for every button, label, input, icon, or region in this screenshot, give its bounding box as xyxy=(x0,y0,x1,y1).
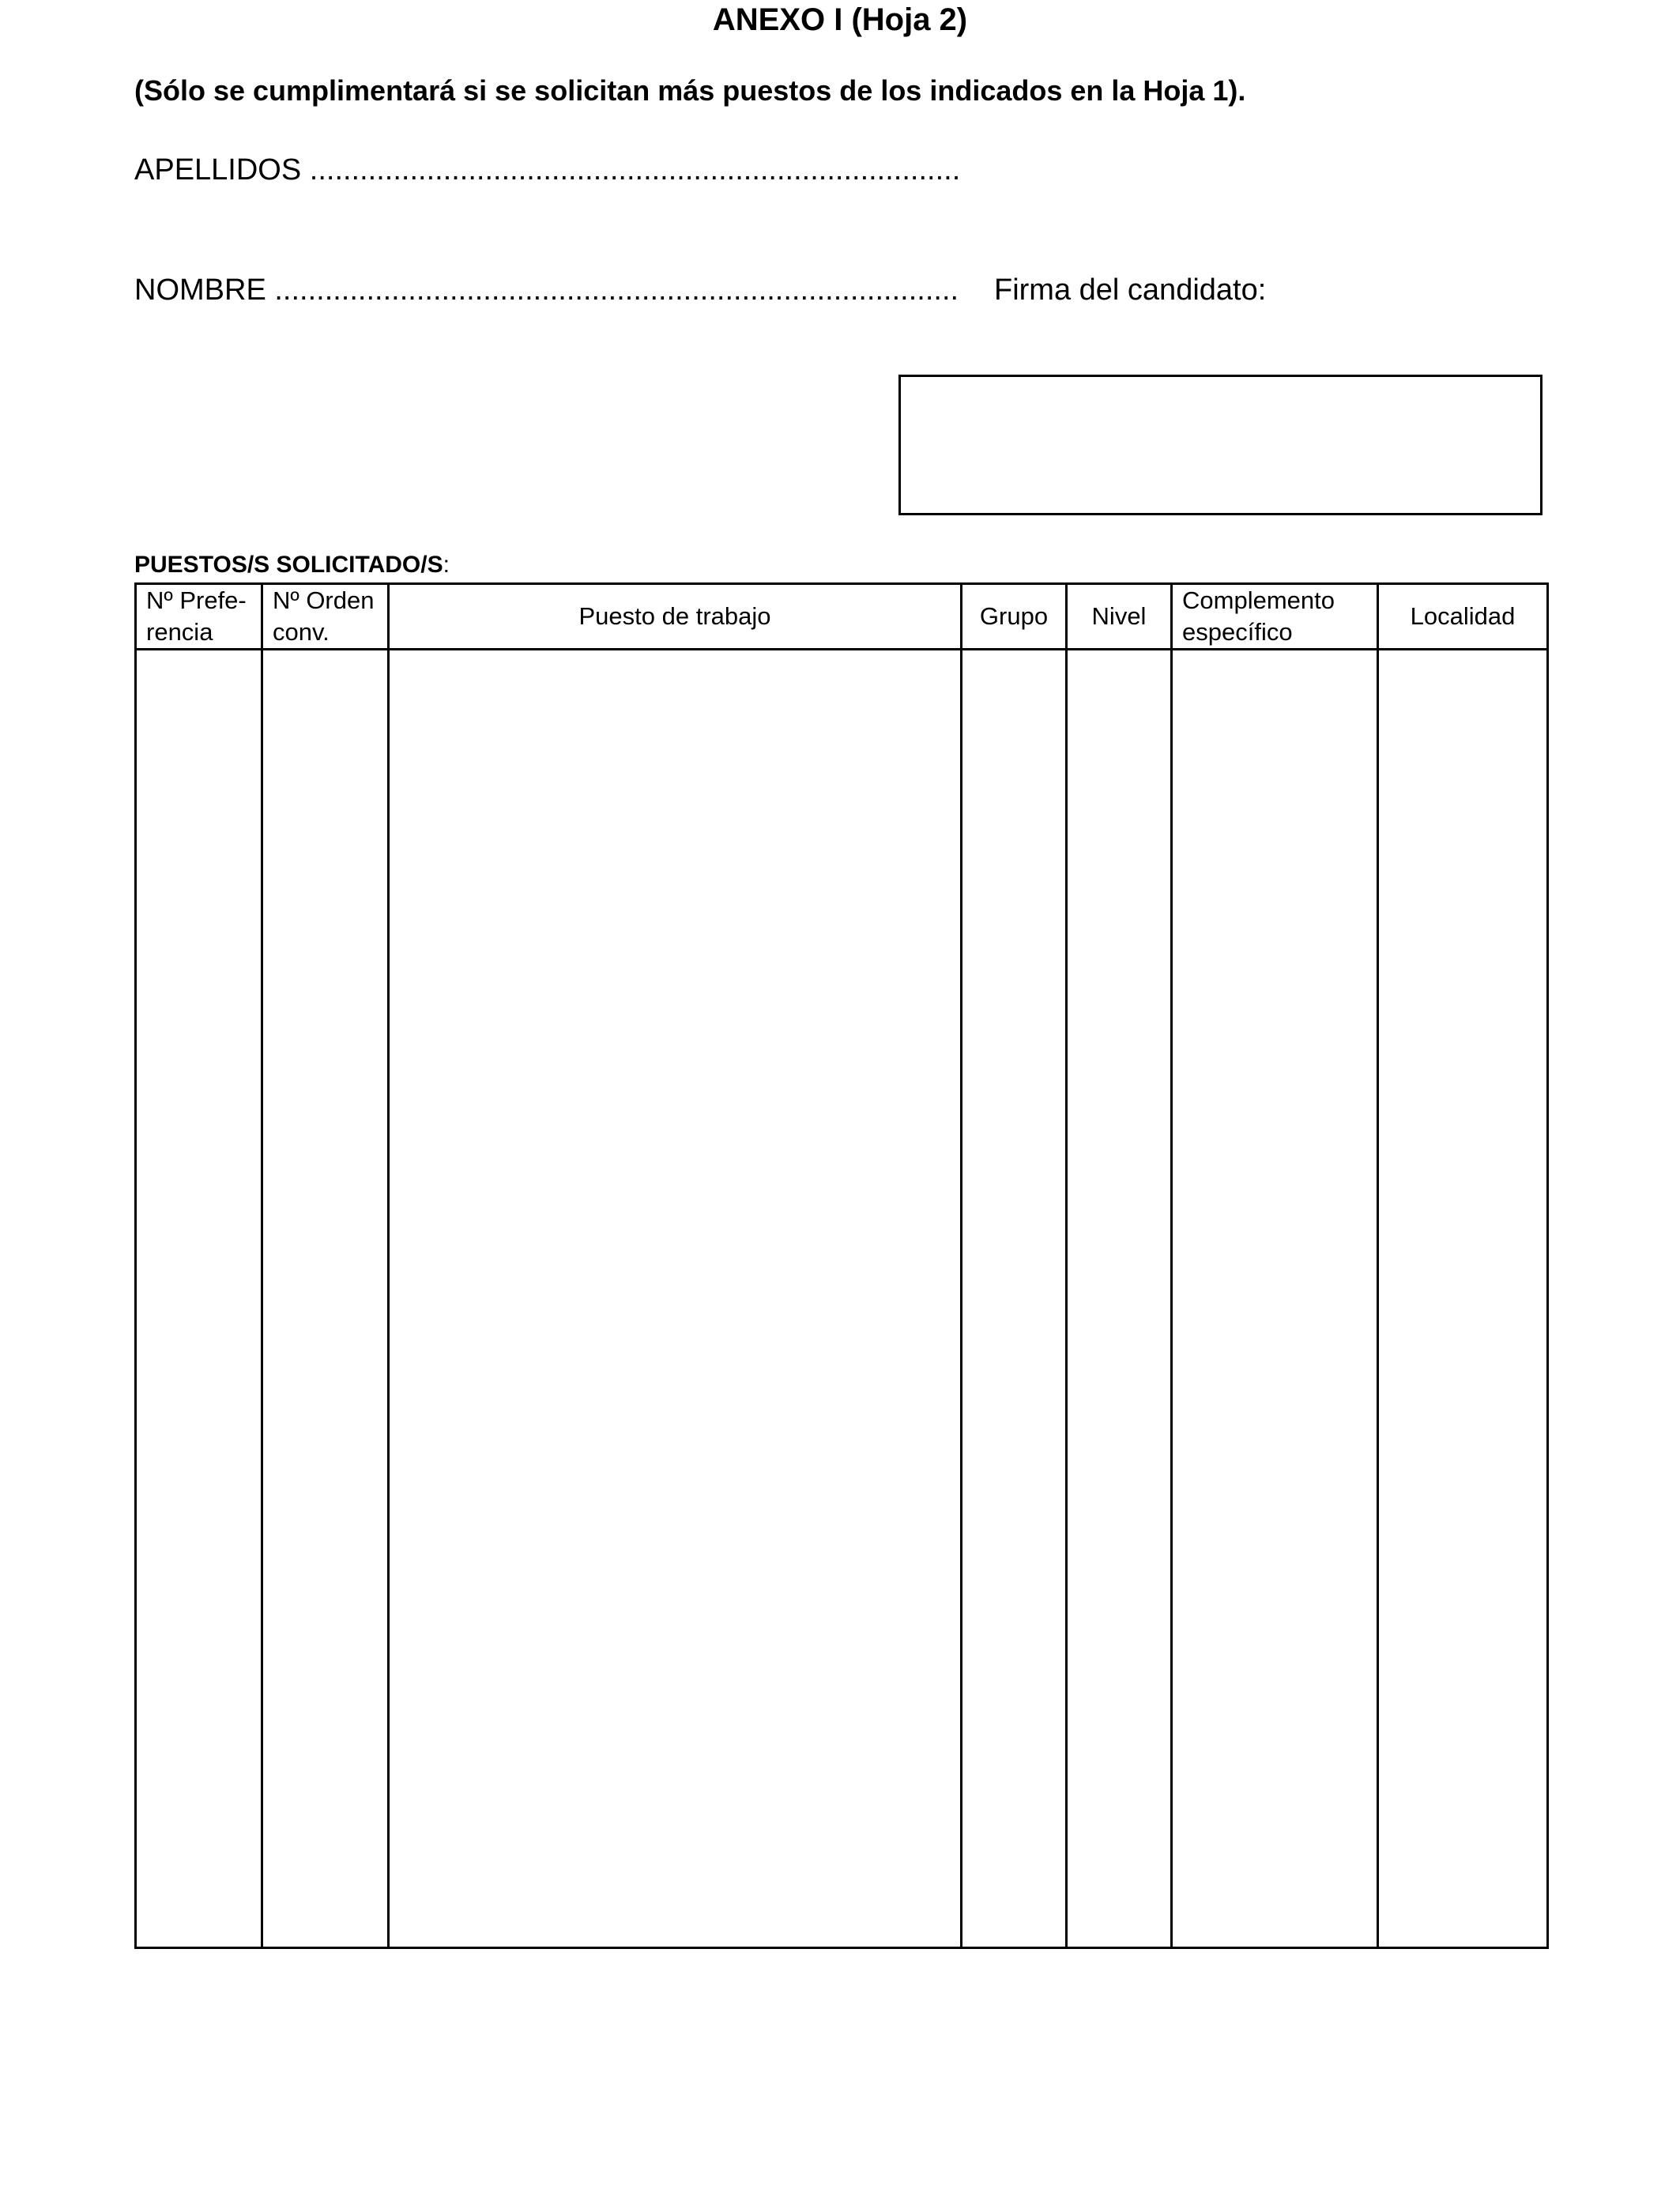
cell-localidad[interactable] xyxy=(1378,650,1548,1948)
header-complemento xyxy=(1172,584,1378,650)
header-localidad: Localidad xyxy=(1378,584,1548,650)
signature-box[interactable] xyxy=(898,375,1543,515)
table-header-row xyxy=(136,584,1548,650)
cell-complemento[interactable] xyxy=(1172,650,1378,1948)
cell-preferencia[interactable] xyxy=(136,650,262,1948)
header-orden-line2: conv. xyxy=(273,618,330,646)
cell-nivel[interactable] xyxy=(1067,650,1172,1948)
apellidos-field[interactable]: APELLIDOS .............................................................................. xyxy=(134,153,961,187)
header-complemento-line2: específico xyxy=(1182,618,1293,646)
header-orden xyxy=(262,584,389,650)
section-label xyxy=(134,548,450,582)
header-preferencia-line1: Nº Prefe- xyxy=(146,586,247,614)
page-title: ANEXO I (Hoja 2) xyxy=(712,2,968,37)
nombre-field[interactable]: NOMBRE .................................................................................. xyxy=(134,273,959,307)
header-preferencia xyxy=(136,584,262,650)
header-grupo: Grupo xyxy=(962,584,1067,650)
header-nivel: Nivel xyxy=(1067,584,1172,650)
section-label-text: PUESTOS/S SOLICITADO/S xyxy=(134,552,443,578)
signature-label: Firma del candidato: xyxy=(994,273,1267,307)
header-complemento-line1: Complemento xyxy=(1182,586,1335,614)
cell-grupo[interactable] xyxy=(962,650,1067,1948)
header-preferencia-line2: rencia xyxy=(146,618,213,646)
header-puesto: Puesto de trabajo xyxy=(389,584,962,650)
positions-table xyxy=(134,582,1549,1949)
instructions-note: (Sólo se cumplimentará si se solicitan más puestos de los indicados en la Hoja 1). xyxy=(134,74,1246,107)
table-row xyxy=(136,650,1548,1948)
cell-orden[interactable] xyxy=(262,650,389,1948)
cell-puesto[interactable] xyxy=(389,650,962,1948)
section-label-colon: : xyxy=(443,552,450,578)
header-orden-line1: Nº Orden xyxy=(273,586,375,614)
